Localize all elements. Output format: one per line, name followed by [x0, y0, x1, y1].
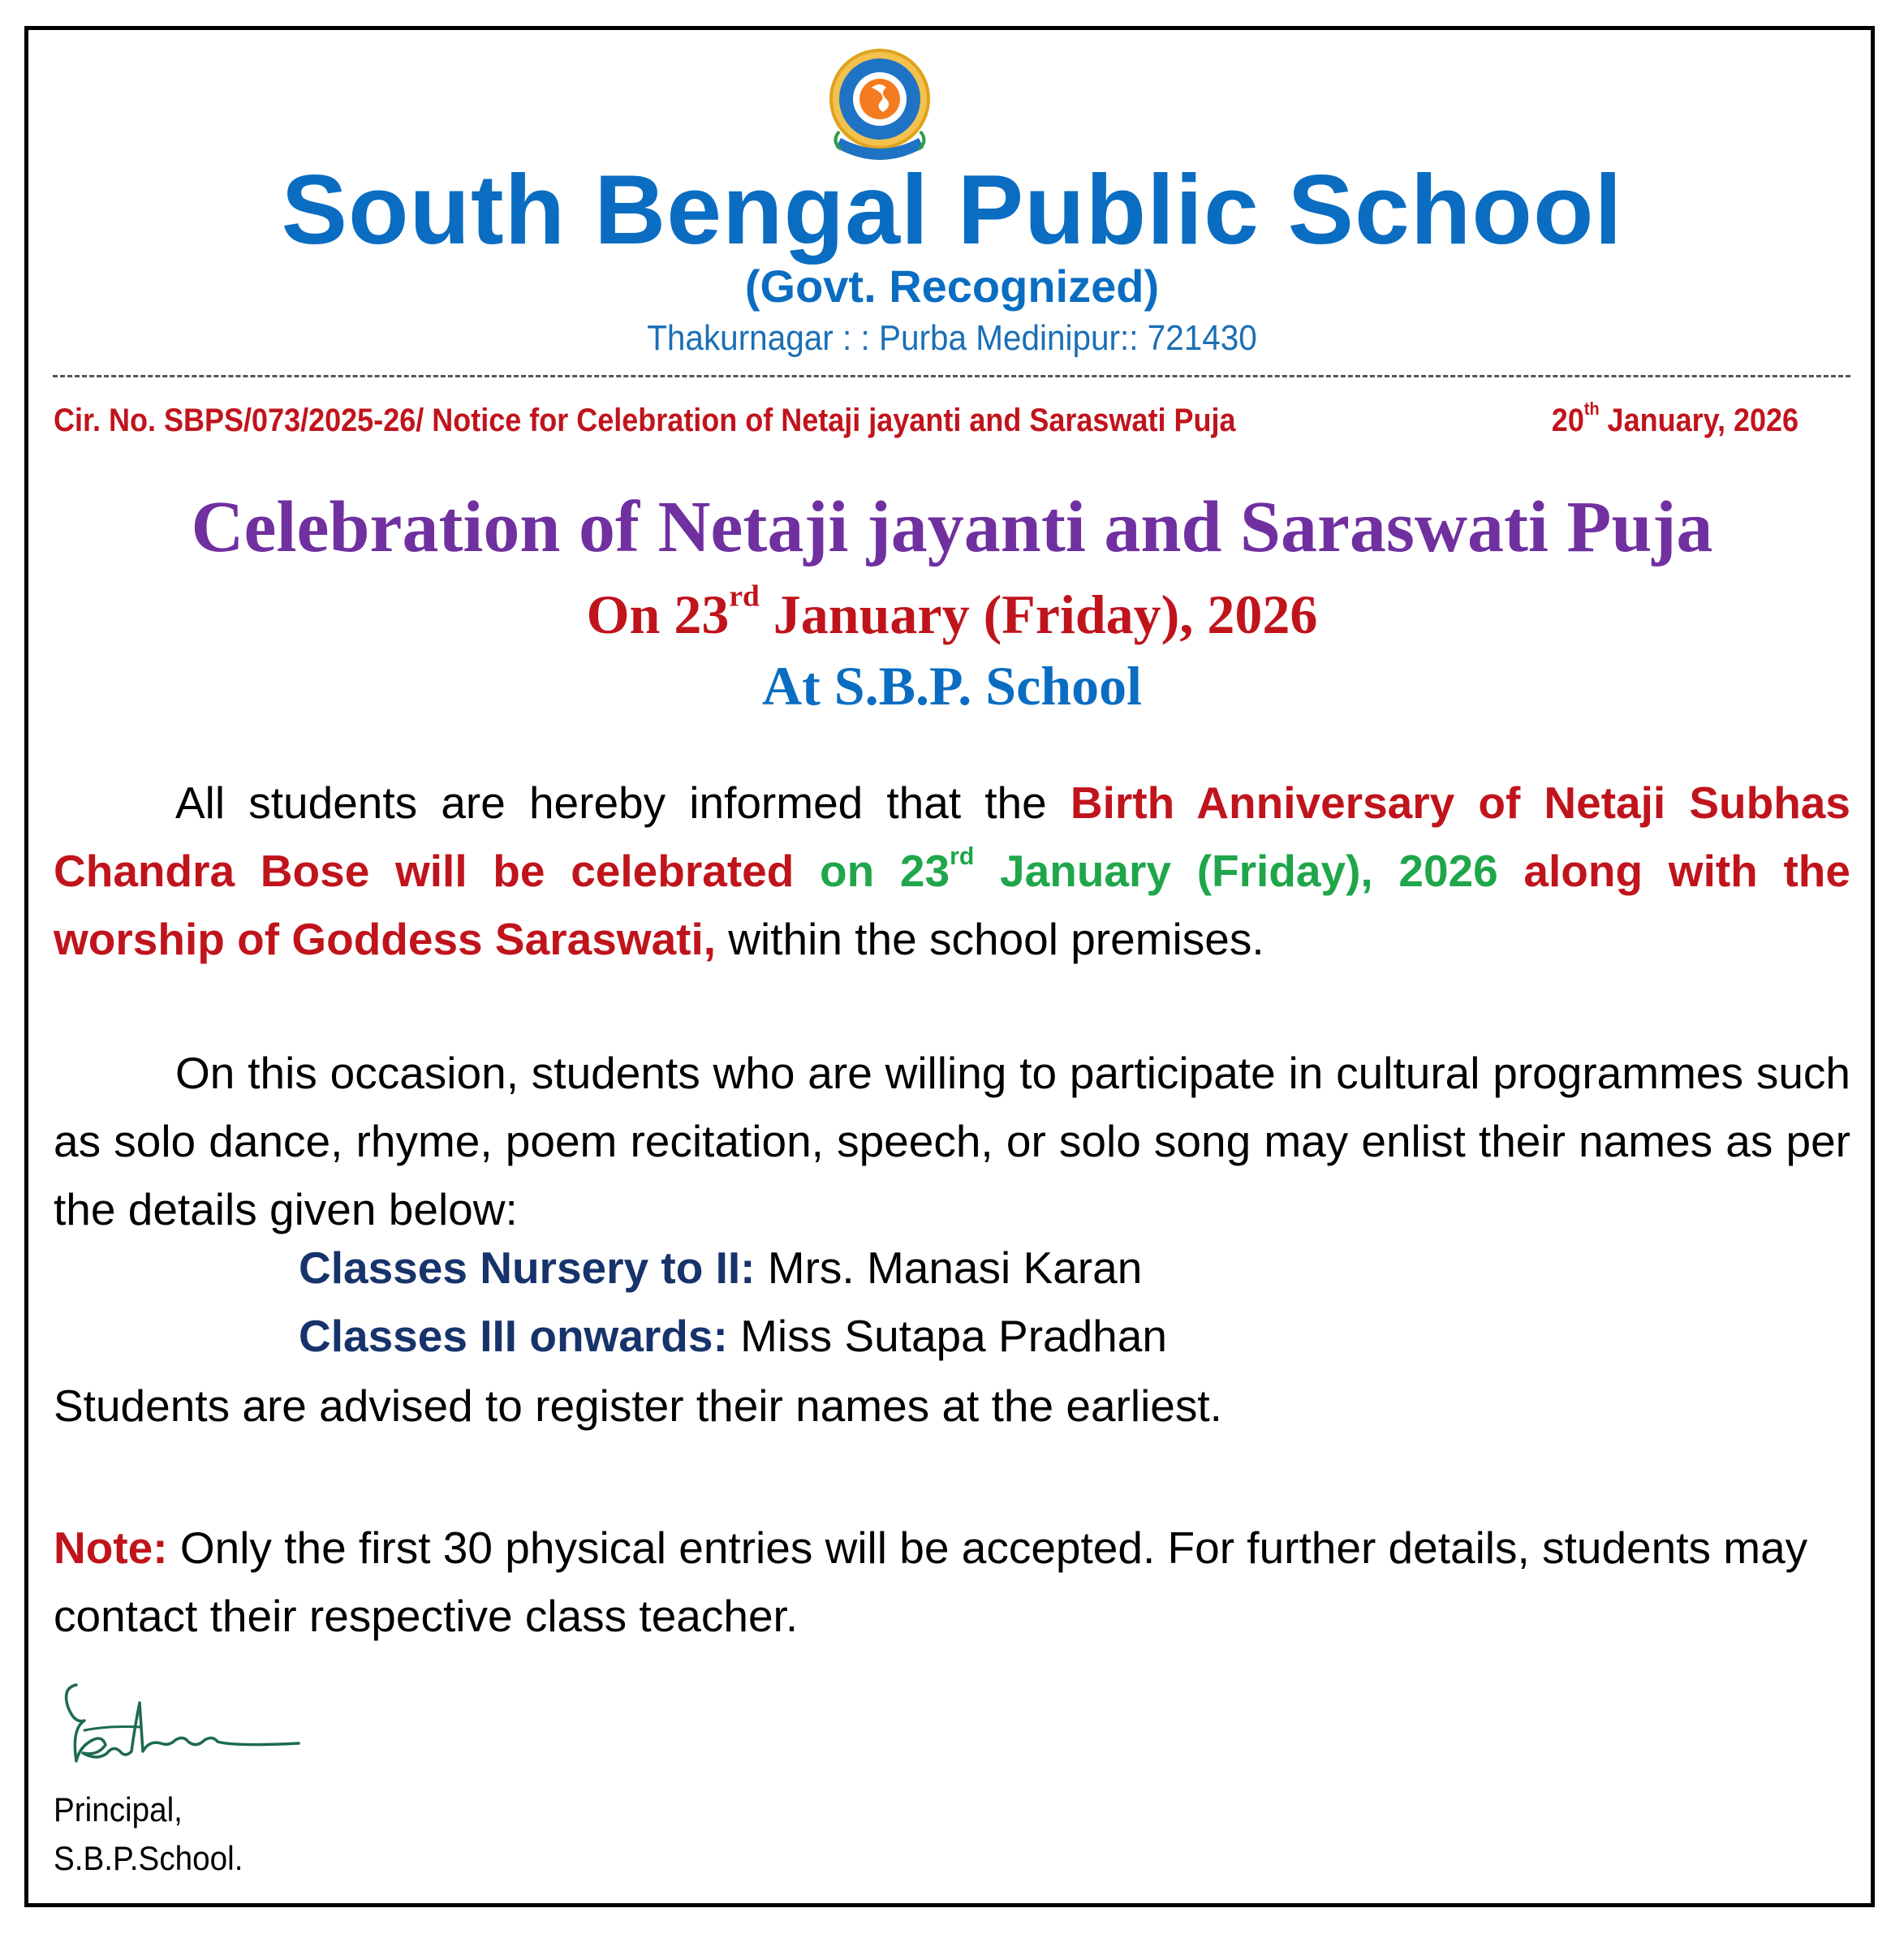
event-date-rest: January (Friday), 2026 — [759, 584, 1318, 645]
school-address: Thakurnagar : : Purba Medinipur:: 721430 — [647, 318, 1257, 358]
principal-signature — [52, 1677, 344, 1782]
announcement-outro: within the school premises. — [716, 914, 1264, 964]
circular-date-day: 20 — [1551, 403, 1584, 438]
announcement-date-suffix: rd — [950, 842, 975, 870]
registration-teacher: Miss Sutapa Pradhan — [727, 1311, 1167, 1361]
school-name: South Bengal Public School — [281, 154, 1623, 265]
registration-label: Classes Nursery to II: — [299, 1243, 756, 1293]
signatory-block — [54, 1785, 243, 1883]
announcement-date-rest: January (Friday), 2026 — [974, 846, 1498, 896]
registration-iii-onwards — [299, 1310, 1167, 1362]
circular-date — [1551, 398, 1798, 439]
circular-date-rest: January, 2026 — [1599, 403, 1798, 438]
signatory-title: Principal, — [54, 1790, 183, 1829]
circular-number: Cir. No. SBPS/073/2025-26/ Notice for Celebration of Netaji jayanti and Saraswati Puja — [54, 403, 1236, 438]
note-label: Note: — [54, 1523, 168, 1573]
announcement-paragraph — [54, 769, 1850, 973]
registration-advice: Students are advised to register their names at the earliest. — [54, 1381, 1222, 1431]
registration-label: Classes III onwards: — [299, 1311, 728, 1361]
registration-teacher: Mrs. Manasi Karan — [755, 1243, 1143, 1293]
announcement-date — [820, 842, 1498, 896]
circular-date-suffix: th — [1583, 398, 1600, 420]
participation-paragraph — [54, 1039, 1850, 1243]
school-logo — [821, 47, 938, 167]
notice-title: Celebration of Netaji jayanti and Saraswati Puja — [191, 487, 1713, 567]
event-date-prefix: On 23 — [586, 584, 730, 645]
participation-text: On this occasion, students who are willing to participate in cultural programmes such as solo dance, rhyme, poem recitation, speech, or solo song may enlist their names as per the details given below: — [54, 1048, 1850, 1234]
announcement-intro: All students are hereby informed that the — [175, 778, 1070, 828]
recognition-status: (Govt. Recognized) — [744, 261, 1160, 312]
event-venue: At S.B.P. School — [762, 655, 1142, 717]
note-text: Only the first 30 physical entries will be accepted. For further details, students may contact their respective class teacher. — [54, 1523, 1808, 1641]
announcement-highlight-2: along with the worship of Goddess Saraswati, — [54, 846, 1850, 964]
announcement-highlight: Birth Anniversary of Netaji Subhas Chandra Bose will be celebrated — [54, 778, 1850, 896]
circular-info-row — [54, 398, 1798, 445]
announcement-date-prefix: on 23 — [820, 846, 950, 896]
header-divider — [53, 375, 1850, 377]
note-paragraph — [54, 1514, 1850, 1650]
signatory-school: S.B.P.School. — [54, 1839, 243, 1877]
event-date — [0, 579, 1904, 647]
event-date-suffix: rd — [729, 579, 760, 614]
registration-nursery-to-ii — [299, 1242, 1142, 1294]
